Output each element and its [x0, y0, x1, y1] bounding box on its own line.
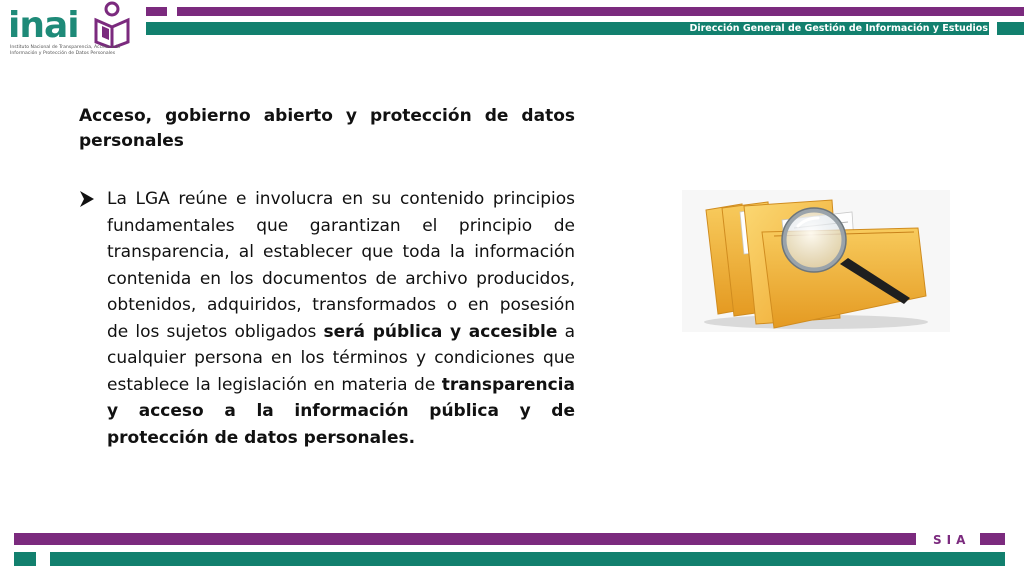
bullet-text [107, 186, 575, 451]
arrow-bullet-icon [79, 190, 95, 208]
footer-sia-label: SIA [933, 533, 971, 547]
header-department-label: Dirección General de Gestión de Información y Estudios [689, 23, 988, 34]
folders-magnifier-icon [682, 190, 950, 332]
footer-bar-teal-left [14, 552, 36, 566]
footer-bar-purple-right [980, 533, 1005, 545]
bullet-text-part2: a cualquier persona en los términos y condiciones que establece la legislación en materia de [107, 321, 575, 395]
bullet-text-part1: La LGA reúne e involucra en su contenido principios fundamentales que garantizan el principio de transparencia, al establecer que toda la información contenida en los documentos de archivo producidos, obtenidos, adquiridos, transformados o en posesión de los sujetos obligados [107, 189, 575, 342]
bullet-item [79, 186, 575, 451]
slide-title: Acceso, gobierno abierto y protección de datos personales [79, 106, 575, 151]
logo-book-person-icon [92, 0, 132, 48]
footer-bar-purple [14, 533, 916, 545]
bullet-bold-transparency: transparencia y acceso a la información pública y de protección de datos personales. [107, 374, 575, 448]
logo-tagline-line2: Información y Protección de Datos Personales [10, 51, 116, 56]
logo-tagline [10, 45, 130, 57]
inai-logo [8, 2, 133, 66]
footer-bar-teal [50, 552, 1005, 566]
logo-tagline-line1: Instituto Nacional de Transparencia, Acceso a la [10, 45, 120, 50]
header-bar-purple [177, 7, 1024, 16]
header-bar-teal-right [997, 22, 1024, 35]
logo-wordmark: inai [8, 5, 79, 46]
bullet-bold-public-accessible: será pública y accesible [323, 321, 558, 342]
header-bar-purple-left [146, 7, 167, 16]
